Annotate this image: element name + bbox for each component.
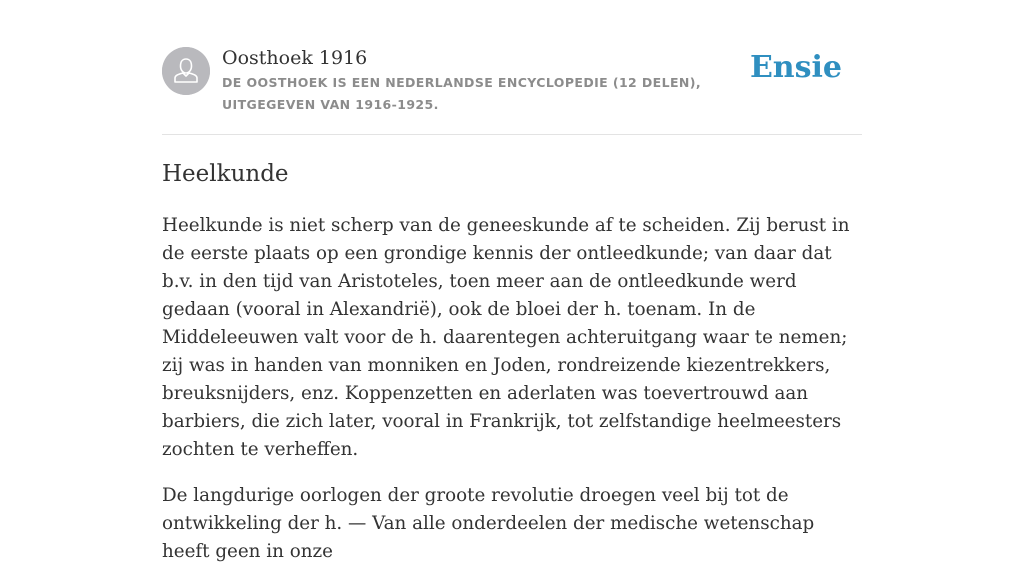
article-paragraph: Heelkunde is niet scherp van de geneeskunde af te scheiden. Zij berust in de eerste plaats op een grondige kennis der ontleedkunde; van daar dat b.v. in den tijd van Aristoteles, toen meer aan de ontleedkunde werd gedaan (vooral in Alexandrië), ook de bloei der h. toenam. In de Middeleeuwen valt voor de h. daarentegen achteruitgang waar te nemen; zij was in handen van monniken en Joden, rondreizende kiezentrekkers, breuksnijders, enz. Koppenzetten en aderlaten was toevertrouwd aan barbiers, die zich later, vooral in Frankrijk, tot zelfstandige heelmeesters zochten te verheffen.: [162, 215, 850, 460]
source-header: [162, 0, 862, 135]
user-placeholder-icon[interactable]: [162, 47, 210, 95]
brand-logo[interactable]: Ensie: [749, 50, 842, 85]
source-description: DE OOSTHOEK IS EEN NEDERLANDSE ENCYCLOPEDIE (12 DELEN), UITGEGEVEN VAN 1916-1925.: [222, 75, 702, 112]
content-container: [162, 0, 862, 562]
source-title[interactable]: Oosthoek 1916: [222, 47, 368, 69]
article-title: Heelkunde: [162, 161, 289, 187]
article-paragraph: De langdurige oorlogen der groote revolutie droegen veel bij tot de ontwikkeling der h. — Van alle onderdeelen der medische wetenschap heeft geen in onze: [162, 485, 815, 562]
article-body: [162, 212, 862, 584]
